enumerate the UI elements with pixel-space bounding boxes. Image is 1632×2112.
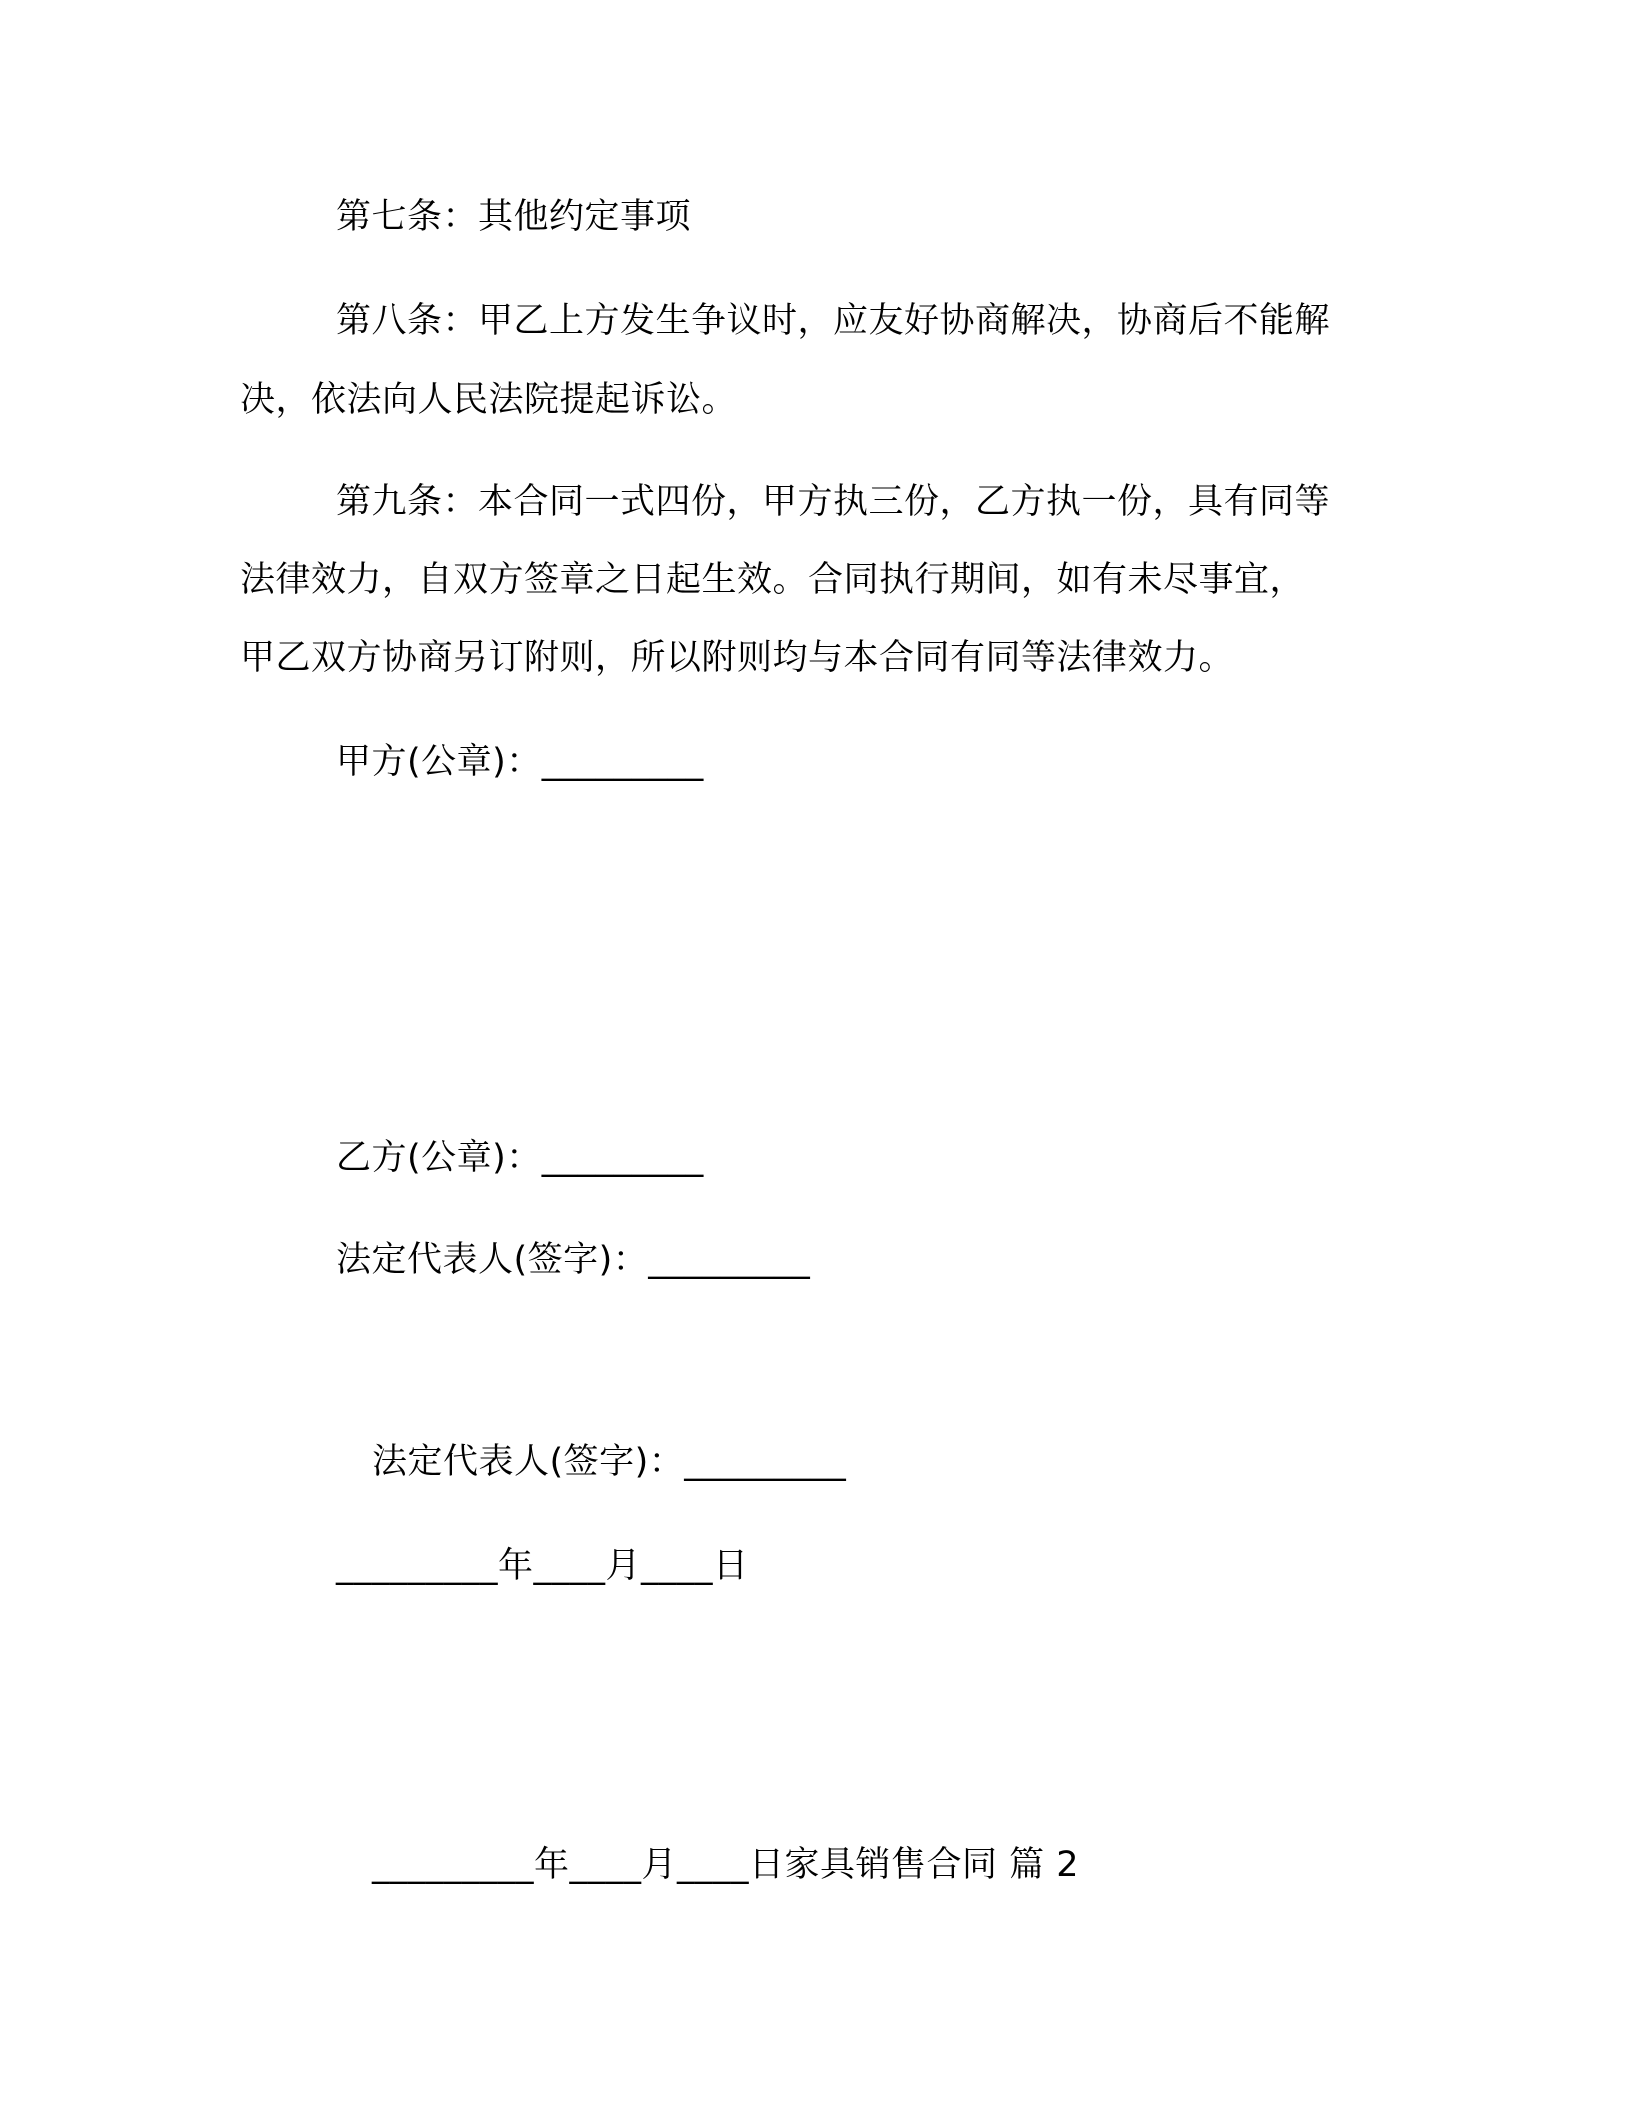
article-8-line-2: 决，依法向人民法院提起诉讼。	[240, 380, 738, 420]
article-8-line-1: 第八条：甲乙上方发生争议时，应友好协商解决，协商后不能解	[336, 301, 1331, 341]
article-9-line-1: 第九条：本合同一式四份，甲方执三份，乙方执一份，具有同等	[336, 482, 1331, 522]
next-contract-title: _________年____月____日家具销售合同 篇 2	[372, 1845, 1080, 1885]
article-7: 第七条：其他约定事项	[336, 197, 692, 237]
signing-date-line: _________年____月____日	[336, 1546, 749, 1586]
article-9-line-3: 甲乙双方协商另订附则，所以附则均与本合同有同等法律效力。	[240, 638, 1235, 678]
article-9-line-2: 法律效力，自双方签章之日起生效。合同执行期间，如有未尽事宜，	[240, 560, 1306, 600]
legal-representative-signature-1: 法定代表人(签字)：_________	[336, 1240, 811, 1280]
party-b-seal-line: 乙方(公章)：_________	[336, 1138, 704, 1178]
party-a-seal-line: 甲方(公章)：_________	[336, 742, 704, 782]
legal-representative-signature-2: 法定代表人(签字)：_________	[372, 1442, 847, 1482]
